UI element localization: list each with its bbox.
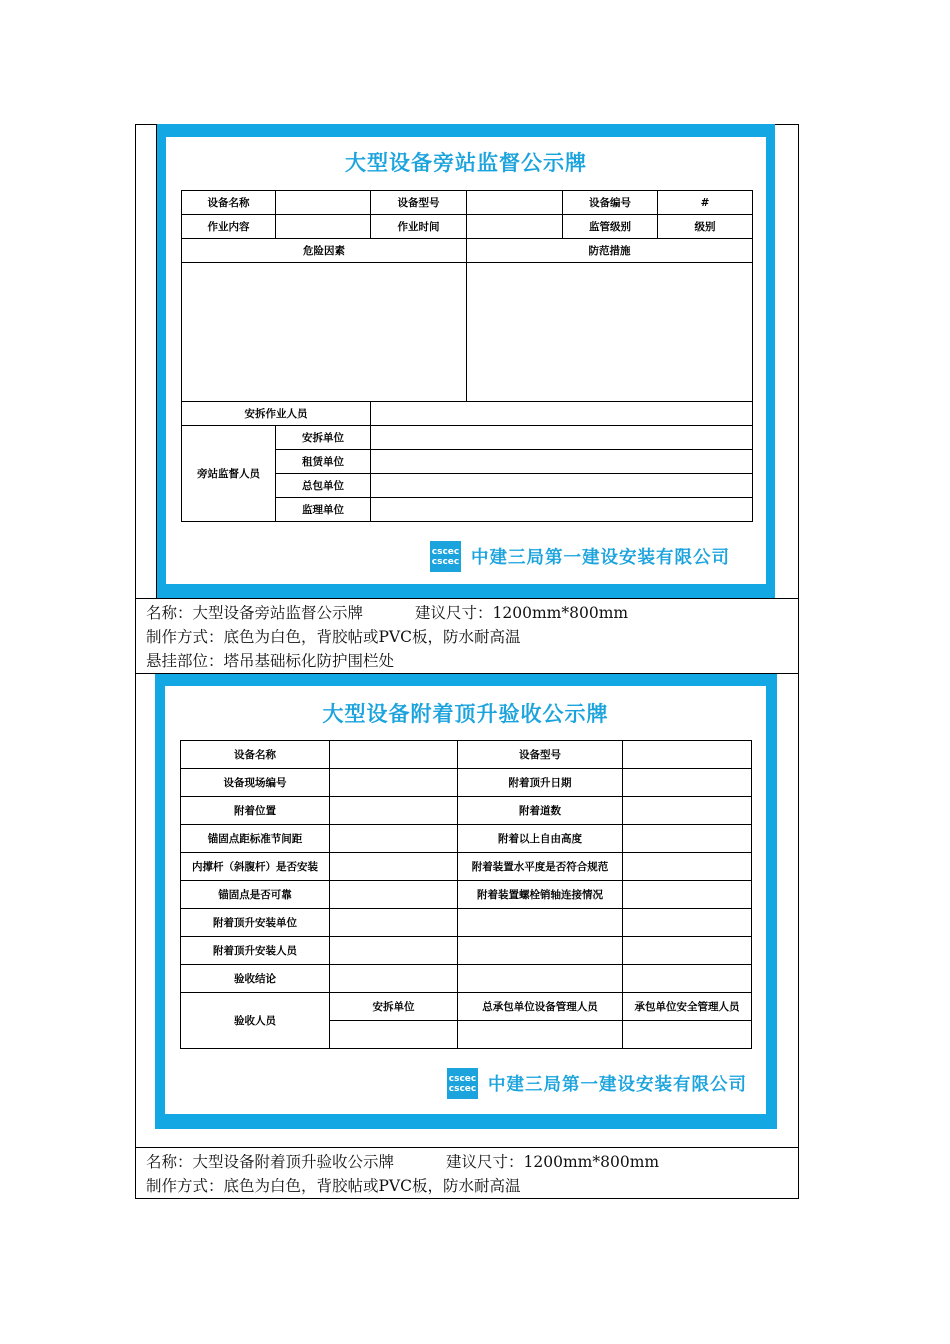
cell-measure-header: 防范措施: [467, 239, 753, 263]
cell-measure-body: [467, 263, 753, 402]
cell-crew-label: 安拆作业人员: [182, 402, 371, 426]
caption-name: 名称：大型设备附着顶升验收公示牌: [146, 1153, 395, 1171]
cell-device-model-value: [467, 191, 563, 215]
cell-value: [330, 853, 458, 881]
cell-value: [330, 825, 458, 853]
cell-value: [458, 965, 623, 993]
cell-label: 附着顶升日期: [458, 769, 623, 797]
cell-value: [623, 797, 752, 825]
cell-value: [623, 769, 752, 797]
cell-label: 锚固点是否可靠: [181, 881, 330, 909]
cell-unit-label: 租赁单位: [276, 450, 371, 474]
cell-label: 设备名称: [181, 741, 330, 769]
cell-label: 附着装置螺栓销轴连接情况: [458, 881, 623, 909]
cell-work-content-label: 作业内容: [182, 215, 276, 239]
company-logo: [430, 541, 730, 572]
caption-acceptance: [146, 1150, 659, 1198]
cell-unit-value: [371, 498, 753, 522]
company-name: 中建三局第一建设安装有限公司: [471, 548, 730, 568]
cell-hazard-header: 危险因素: [182, 239, 467, 263]
cell-label: 设备型号: [458, 741, 623, 769]
cell-acceptance-col: 总承包单位设备管理人员: [458, 993, 623, 1021]
cell-value: [623, 881, 752, 909]
cell-value: [623, 853, 752, 881]
caption-size: 建议尺寸：1200mm*800mm: [415, 604, 629, 622]
cell-value: [330, 965, 458, 993]
cell-level-label: 监管级别: [563, 215, 658, 239]
caption-method: 制作方式：底色为白色，背胶帖或PVC板，防水耐高温: [146, 1177, 521, 1195]
cell-supervisor-label: 旁站监督人员: [182, 426, 276, 522]
cscec-logo-icon: cscec cscec: [430, 541, 461, 572]
cell-unit-label: 总包单位: [276, 474, 371, 498]
cell-unit-value: [371, 426, 753, 450]
cell-acceptance-label: 验收人员: [181, 993, 330, 1049]
cell-value: [330, 769, 458, 797]
cell-acceptance-col: 安拆单位: [330, 993, 458, 1021]
cell-label: 设备现场编号: [181, 769, 330, 797]
cell-unit-label: 安拆单位: [276, 426, 371, 450]
cell-device-name-value: [276, 191, 371, 215]
cell-label: 附着顶升安装人员: [181, 937, 330, 965]
acceptance-table: [180, 740, 752, 1049]
cell-label: 附着道数: [458, 797, 623, 825]
cell-value: [330, 937, 458, 965]
cell-unit-value: [371, 450, 753, 474]
cell-acceptance-col: 承包单位安全管理人员: [623, 993, 752, 1021]
cell-value: [330, 1021, 458, 1049]
cell-hazard-body: [182, 263, 467, 402]
cell-label: 附着顶升安装单位: [181, 909, 330, 937]
cell-device-number-value: #: [658, 191, 753, 215]
cell-level-value: 级别: [658, 215, 753, 239]
caption-size: 建议尺寸：1200mm*800mm: [446, 1153, 660, 1171]
caption-method: 制作方式：底色为白色，背胶帖或PVC板，防水耐高温: [146, 628, 521, 646]
cell-value: [623, 1021, 752, 1049]
sign-acceptance: [155, 674, 777, 1129]
cell-label: 附着以上自由高度: [458, 825, 623, 853]
cell-device-number-label: 设备编号: [563, 191, 658, 215]
cell-value: [623, 909, 752, 937]
cell-value: [458, 909, 623, 937]
cell-value: [330, 797, 458, 825]
cell-value: [330, 741, 458, 769]
cell-label: 验收结论: [181, 965, 330, 993]
cell-unit-value: [371, 474, 753, 498]
cell-label: 附着装置水平度是否符合规范: [458, 853, 623, 881]
cell-label: 附着位置: [181, 797, 330, 825]
divider: [135, 1147, 799, 1148]
cell-label: 内撑杆（斜腹杆）是否安装: [181, 853, 330, 881]
company-logo: [447, 1068, 747, 1099]
cell-device-name-label: 设备名称: [182, 191, 276, 215]
company-name: 中建三局第一建设安装有限公司: [488, 1075, 747, 1095]
supervision-table: [181, 190, 753, 522]
cell-value: [623, 937, 752, 965]
caption-supervision: [146, 601, 628, 673]
cell-value: [330, 881, 458, 909]
cell-label: 锚固点距标准节间距: [181, 825, 330, 853]
cell-work-time-value: [467, 215, 563, 239]
cell-device-model-label: 设备型号: [371, 191, 467, 215]
cell-value: [458, 1021, 623, 1049]
sign-title: 大型设备旁站监督公示牌: [345, 151, 587, 175]
cell-value: [330, 909, 458, 937]
cscec-logo-icon: cscec cscec: [447, 1068, 478, 1099]
cell-value: [458, 937, 623, 965]
divider: [135, 598, 799, 599]
cell-crew-value: [371, 402, 753, 426]
cell-value: [623, 741, 752, 769]
cell-value: [623, 965, 752, 993]
cell-unit-label: 监理单位: [276, 498, 371, 522]
cell-work-content-value: [276, 215, 371, 239]
caption-location: 悬挂部位：塔吊基础标化防护围栏处: [146, 652, 395, 670]
cell-work-time-label: 作业时间: [371, 215, 467, 239]
cell-value: [623, 825, 752, 853]
caption-name: 名称：大型设备旁站监督公示牌: [146, 604, 364, 622]
sign-title: 大型设备附着顶升验收公示牌: [322, 702, 609, 726]
sign-supervision: [157, 124, 775, 598]
